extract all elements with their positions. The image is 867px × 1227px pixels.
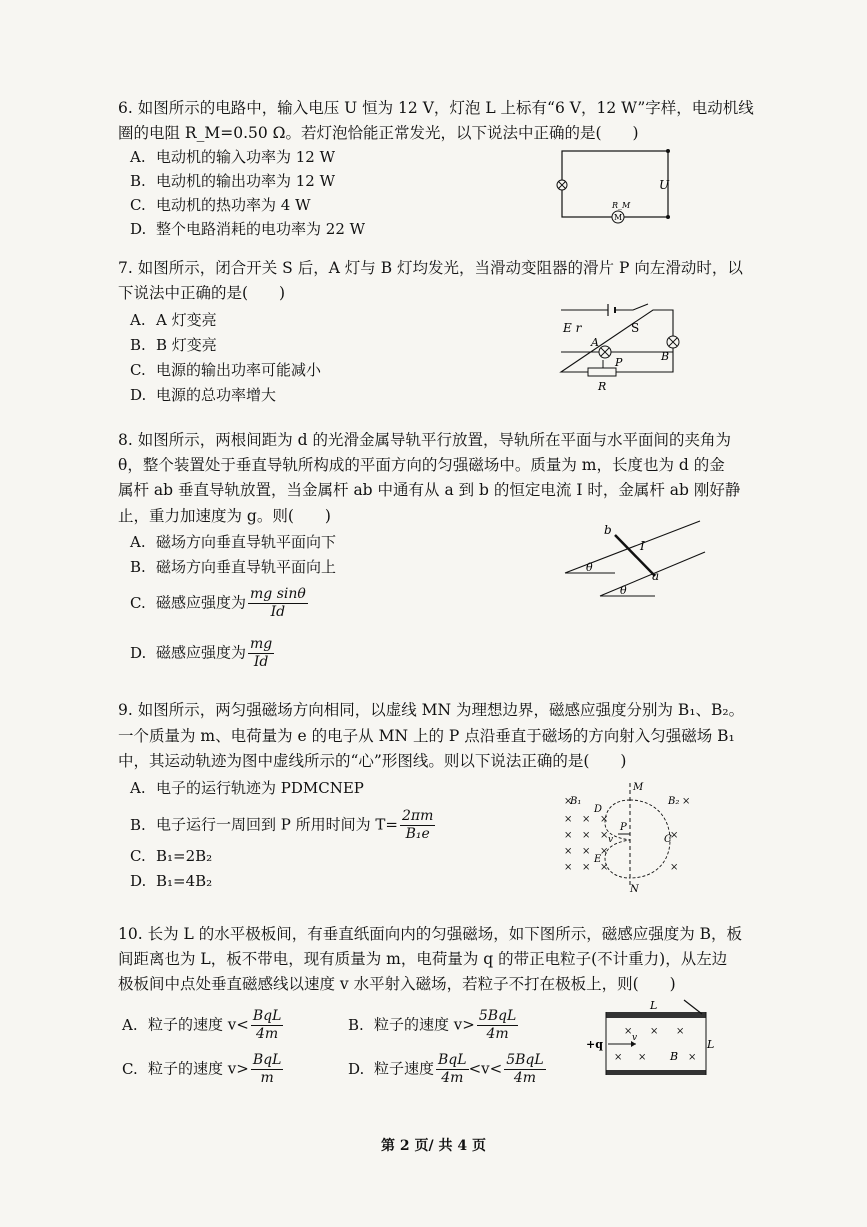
- q8-option-b[interactable]: B. 磁场方向垂直导轨平面向上: [130, 558, 337, 576]
- svg-text:E: E: [594, 854, 602, 865]
- svg-text:×: ×: [564, 796, 573, 807]
- svg-text:D: D: [594, 804, 603, 815]
- q6-option-a[interactable]: A. 电动机的输入功率为 12 W: [130, 148, 336, 166]
- q6-option-d[interactable]: D. 整个电路消耗的电功率为 22 W: [130, 220, 366, 238]
- svg-text:b: b: [604, 523, 612, 537]
- svg-text:B: B: [670, 1050, 679, 1063]
- q8-option-d[interactable]: D. 磁感应强度为 $\frac{mg}{Id}$: [130, 636, 273, 670]
- q8-line-1: 8. 如图所示，两根间距为 d 的光滑金属导轨平行放置，导轨所在平面与水平面间的夹角为: [118, 431, 731, 449]
- svg-text:B₂: B₂: [668, 796, 680, 807]
- q10-option-a[interactable]: A. 粒子的速度 v< $\frac{\text{BqL}}{4m}$: [122, 1008, 282, 1042]
- svg-text:×: ×: [670, 830, 679, 841]
- svg-text:I: I: [640, 539, 645, 553]
- q7-option-c[interactable]: C. 电源的输出功率可能减小: [130, 361, 322, 379]
- svg-text:×: ×: [582, 814, 591, 825]
- q7-option-a[interactable]: A. A 灯变亮: [130, 311, 217, 329]
- svg-text:v: v: [608, 835, 614, 845]
- q10-option-b[interactable]: B. 粒子的速度 v> $\frac{\text{5BqL}}{4m}$: [348, 1008, 517, 1042]
- svg-text:×: ×: [564, 814, 573, 825]
- q8-option-c[interactable]: C. 磁感应强度为 $\frac{\text{mg sinθ}}{Id}$: [130, 586, 306, 620]
- svg-text:E r: E r: [563, 321, 582, 335]
- q8-line-3: 属杆 ab 垂直导轨放置，当金属杆 ab 中通有从 a 到 b 的恒定电流 I 时，金属杆 ab 刚好静: [118, 481, 741, 499]
- svg-text:×: ×: [676, 1026, 685, 1037]
- q6-circuit-figure: [548, 145, 678, 225]
- svg-text:×: ×: [600, 814, 609, 825]
- q7-circuit-figure: [553, 302, 688, 397]
- svg-text:P: P: [615, 356, 623, 369]
- svg-text:L: L: [650, 999, 658, 1012]
- page-footer: 第 2 页/ 共 4 页: [381, 1138, 486, 1154]
- q10-option-d[interactable]: D. 粒子速度 $\frac{\text{BqL}}{4m}$ <v< $\frac{\text{5BqL}}{4m}$: [348, 1052, 544, 1086]
- q10-plate-figure: [584, 998, 714, 1083]
- q9-option-a[interactable]: A. 电子的运行轨迹为 PDMCNEP: [130, 779, 364, 797]
- svg-text:×: ×: [582, 830, 591, 841]
- svg-text:×: ×: [582, 862, 591, 873]
- svg-text:×: ×: [650, 1026, 659, 1037]
- q6-option-c[interactable]: C. 电动机的热功率为 4 W: [130, 196, 311, 214]
- svg-text:v: v: [632, 1033, 638, 1043]
- svg-text:S: S: [631, 321, 640, 335]
- svg-text:×: ×: [670, 862, 679, 873]
- svg-text:A: A: [591, 336, 599, 349]
- q7-line-1: 7. 如图所示，闭合开关 S 后，A 灯与 B 灯均发光，当滑动变阻器的滑片 P 向左滑动时，以: [118, 259, 743, 277]
- svg-text:×: ×: [600, 846, 609, 857]
- q6-line-2: 圈的电阻 R_M=0.50 Ω。若灯泡恰能正常发光，以下说法中正确的是( ): [118, 124, 639, 142]
- svg-text:C: C: [664, 834, 672, 845]
- svg-text:×: ×: [564, 862, 573, 873]
- q8-option-a[interactable]: A. 磁场方向垂直导轨平面向下: [130, 533, 337, 551]
- q10-line-3: 极板间中点处垂直磁感线以速度 v 水平射入磁场，若粒子不打在极板上，则( ): [118, 975, 676, 993]
- svg-text:R_M: R_M: [612, 201, 631, 210]
- svg-text:×: ×: [614, 1052, 623, 1063]
- svg-text:B₁: B₁: [570, 796, 582, 807]
- q9-field-figure: [560, 778, 695, 893]
- svg-text:×: ×: [582, 846, 591, 857]
- q8-rail-figure: [560, 518, 710, 603]
- svg-text:R: R: [598, 380, 607, 393]
- svg-text:B: B: [661, 350, 670, 363]
- svg-text:×: ×: [600, 862, 609, 873]
- svg-text:M: M: [614, 213, 623, 222]
- q9-line-1: 9. 如图所示，两匀强磁场方向相同，以虚线 MN 为理想边界，磁感应强度分别为 B₁、B₂。: [118, 701, 745, 719]
- q6-option-b[interactable]: B. 电动机的输出功率为 12 W: [130, 172, 336, 190]
- svg-text:×: ×: [682, 796, 691, 807]
- svg-text:+q: +q: [586, 1038, 603, 1051]
- q10-option-c[interactable]: C. 粒子的速度 v> $\frac{\text{BqL}}{m}$: [122, 1052, 282, 1086]
- q6-line-1: 6. 如图所示的电路中，输入电压 U 恒为 12 V，灯泡 L 上标有“6 V，12 W”字样，电动机线: [118, 99, 754, 117]
- q8-line-4: 止，重力加速度为 g。则( ): [118, 507, 331, 525]
- svg-text:×: ×: [600, 830, 609, 841]
- svg-text:×: ×: [638, 1052, 647, 1063]
- q10-line-1: 10. 长为 L 的水平极板间，有垂直纸面向内的匀强磁场，如下图所示，磁感应强度为 B，板: [118, 925, 743, 943]
- q9-line-3: 中，其运动轨迹为图中虚线所示的“心”形图线。则以下说法正确的是( ): [118, 752, 627, 770]
- svg-text:θ: θ: [620, 584, 627, 597]
- svg-text:θ: θ: [586, 561, 593, 574]
- svg-text:N: N: [630, 884, 639, 893]
- svg-text:M: M: [633, 782, 644, 793]
- svg-text:U: U: [659, 178, 670, 192]
- q8-line-2: θ，整个装置处于垂直导轨所构成的平面方向的匀强磁场中。质量为 m，长度也为 d 的金: [118, 456, 725, 474]
- q9-line-2: 一个质量为 m、电荷量为 e 的电子从 MN 上的 P 点沿垂直于磁场的方向射入匀强磁场 B₁: [118, 727, 735, 745]
- svg-text:L: L: [707, 1038, 714, 1051]
- svg-text:P: P: [620, 822, 627, 833]
- q10-line-2: 间距离也为 L，板不带电，现有质量为 m，电荷量为 q 的带正电粒子(不计重力)，从左边: [118, 950, 728, 968]
- svg-text:×: ×: [624, 1026, 633, 1037]
- svg-text:×: ×: [564, 830, 573, 841]
- q9-option-d[interactable]: D. B₁=4B₂: [130, 872, 213, 890]
- svg-text:×: ×: [688, 1052, 697, 1063]
- q7-option-b[interactable]: B. B 灯变亮: [130, 336, 217, 354]
- q7-line-2: 下说法中正确的是( ): [118, 284, 286, 302]
- q9-option-c[interactable]: C. B₁=2B₂: [130, 847, 213, 865]
- svg-text:a: a: [652, 569, 660, 583]
- svg-text:×: ×: [564, 846, 573, 857]
- q7-option-d[interactable]: D. 电源的总功率增大: [130, 386, 277, 404]
- q9-option-b[interactable]: B. 电子运行一周回到 P 所用时间为 T= $\frac{2\pi m}{\text{B₁e}}$: [130, 808, 434, 842]
